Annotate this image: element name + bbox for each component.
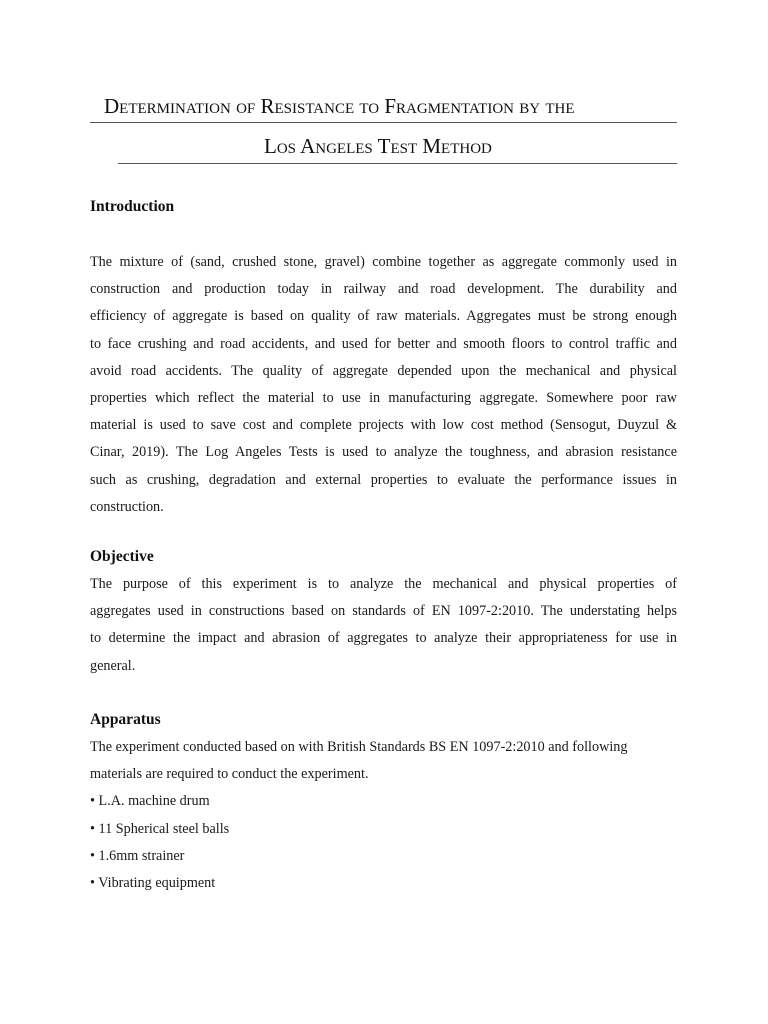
text-line: Cinar, 2019). The Log Angeles Tests is used to analyze the toughness, and abrasion resistance <box>90 444 677 461</box>
text-line: material is used to save cost and complete projects with low cost method (Sensogut, Duyzul & <box>90 417 677 434</box>
text-line: to face crushing and road accidents, and used for better and smooth floors to control traffic and <box>90 335 677 352</box>
text-line: construction. <box>90 498 164 515</box>
text-line: The purpose of this experiment is to analyze the mechanical and physical properties of <box>90 576 677 592</box>
text-line: general. <box>90 657 136 674</box>
text-line: materials are required to conduct the experiment. <box>90 766 369 783</box>
text-line: The mixture of (sand, crushed stone, gravel) combine together as aggregate commonly used in <box>90 254 677 270</box>
list-item: • L.A. machine drum <box>90 793 210 810</box>
text-line: such as crushing, degradation and external properties to evaluate the performance issues in <box>90 471 677 488</box>
text-line: aggregates used in constructions based on standards of EN 1097-2:2010. The understating helps <box>90 603 677 620</box>
introduction-heading: Introduction <box>90 198 175 215</box>
objective-heading: Objective <box>90 548 154 565</box>
text-line: to determine the impact and abrasion of aggregates to analyze their appropriateness for use in <box>90 630 677 647</box>
text-line: properties which reflect the material to use in manufacturing aggregate. Somewhere poor raw <box>90 389 677 406</box>
document-title-line-2: Los Angeles Test Method <box>264 134 492 158</box>
title-rule-2 <box>118 163 677 164</box>
text-line: construction and production today in railway and road development. The durability and <box>90 281 677 298</box>
text-line: The experiment conducted based on with British Standards BS EN 1097-2:2010 and following <box>90 739 628 755</box>
objective-paragraph <box>90 571 677 680</box>
list-item: • 11 Spherical steel balls <box>90 820 230 837</box>
document-title-line-1: Determination of Resistance to Fragmentation by the <box>104 94 575 118</box>
list-item: • 1.6mm strainer <box>90 847 185 864</box>
introduction-paragraph <box>90 249 677 521</box>
text-line: avoid road accidents. The quality of aggregate depended upon the mechanical and physical <box>90 362 677 379</box>
list-item: • Vibrating equipment <box>90 874 216 891</box>
apparatus-paragraph <box>90 734 677 897</box>
title-rule-1 <box>90 122 677 123</box>
apparatus-heading: Apparatus <box>90 711 161 728</box>
text-line: efficiency of aggregate is based on quality of raw materials. Aggregates must be strong enough <box>90 308 677 325</box>
